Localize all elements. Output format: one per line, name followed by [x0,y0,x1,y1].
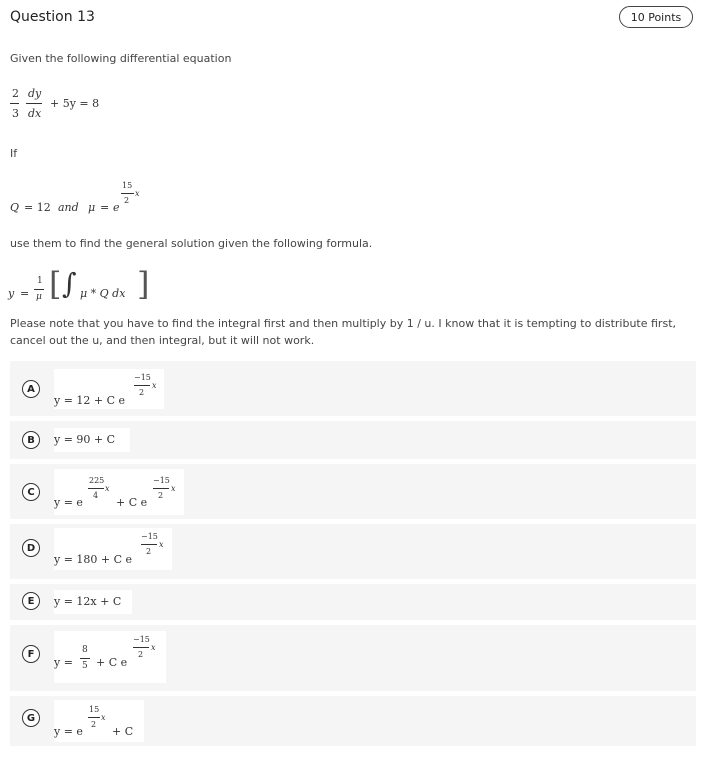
if-label: If [10,147,18,160]
exp-den: 2 [138,650,144,659]
option-answer [54,590,132,614]
eq-rest: + 5y = 8 [50,97,100,110]
q-symbol: Q [10,201,20,214]
mu-e: e [113,201,120,214]
exp-den: 2 [91,720,97,729]
mu-exp-den: 2 [124,196,130,205]
option-answer [54,469,184,515]
intro-text: Given the following differential equation [10,52,232,65]
eq-dy: dy [28,87,42,100]
option-letter: E [22,592,40,610]
note-text: Please note that you have to find the integral first and then multiply by 1 / u. I know that it is tempting to distribute first, cancel out the u, and then integral, but it will not work. [10,317,676,347]
option-letter: F [22,645,40,663]
exp-var: x [152,381,157,390]
mu-symbol: μ [88,201,96,214]
q-value: = 12 [24,201,51,214]
answer-expression: y = 90 + C [54,433,116,446]
option-answer [54,369,164,409]
option-e[interactable] [10,584,696,620]
option-letter: D [22,539,40,557]
option-a[interactable] [10,361,696,416]
and-word: and [58,201,79,214]
points-badge: 10 Points [619,6,693,28]
option-letter: B [22,431,40,449]
exp-num: 15 [89,705,100,714]
answer-expression: y = 180 + C e [54,553,133,566]
option-answer [54,631,166,683]
option-b[interactable] [10,421,696,459]
option-f[interactable] [10,625,696,691]
exp2-den: 2 [158,491,164,500]
mu-exp-var: x [135,189,140,198]
eq-dx: dx [28,107,42,120]
eq-den: 3 [12,107,19,120]
exp2-var: x [171,484,176,493]
frac-den: 5 [82,661,88,671]
exp-var: x [101,713,106,722]
formula-eq: = [20,287,30,300]
question-title: Question 13 [10,9,95,25]
exp-den: 2 [146,547,152,556]
exp-var: x [105,484,110,493]
answer-expression: y = [54,656,73,669]
eq-num: 2 [12,87,19,100]
mu-exp-num: 15 [122,181,133,190]
option-answer [54,700,144,742]
formula-integrand: μ * Q dx [80,287,126,300]
answer-expression: y = e [54,496,83,509]
formula-mu: μ [36,292,42,302]
use-text: use them to find the general solution given the following formula. [10,237,373,250]
answer-middle: + C e [116,496,148,509]
answer-middle: + C e [96,656,128,669]
exp-num: −15 [134,373,151,382]
answer-expression: y = e [54,725,83,738]
exp-var: x [159,540,164,549]
exp-den: 4 [93,491,99,500]
frac-num: 8 [82,645,88,655]
exp-var: x [151,643,156,652]
formula-y: y [8,287,15,300]
answer-expression: y = 12 + C e [54,394,126,407]
exp-den: 2 [139,388,145,397]
answer-expression: y = 12x + C [54,595,122,608]
option-g[interactable] [10,696,696,746]
answer-middle: + C [112,725,134,738]
exp-num: −15 [141,532,158,541]
option-letter: C [22,483,40,501]
formula-one: 1 [37,276,43,286]
option-answer [54,528,172,570]
option-answer [54,428,130,452]
exp2-num: −15 [153,476,170,485]
integral-icon: ∫ [62,267,77,300]
exp-num: −15 [133,635,150,644]
option-letter: A [22,380,40,398]
left-bracket-icon: [ [49,265,62,303]
option-d[interactable] [10,524,696,579]
option-letter: G [22,709,40,727]
mu-equals: = [100,201,110,214]
right-bracket-icon: ] [137,265,150,303]
option-c[interactable] [10,464,696,519]
exp-num: 225 [89,476,105,485]
